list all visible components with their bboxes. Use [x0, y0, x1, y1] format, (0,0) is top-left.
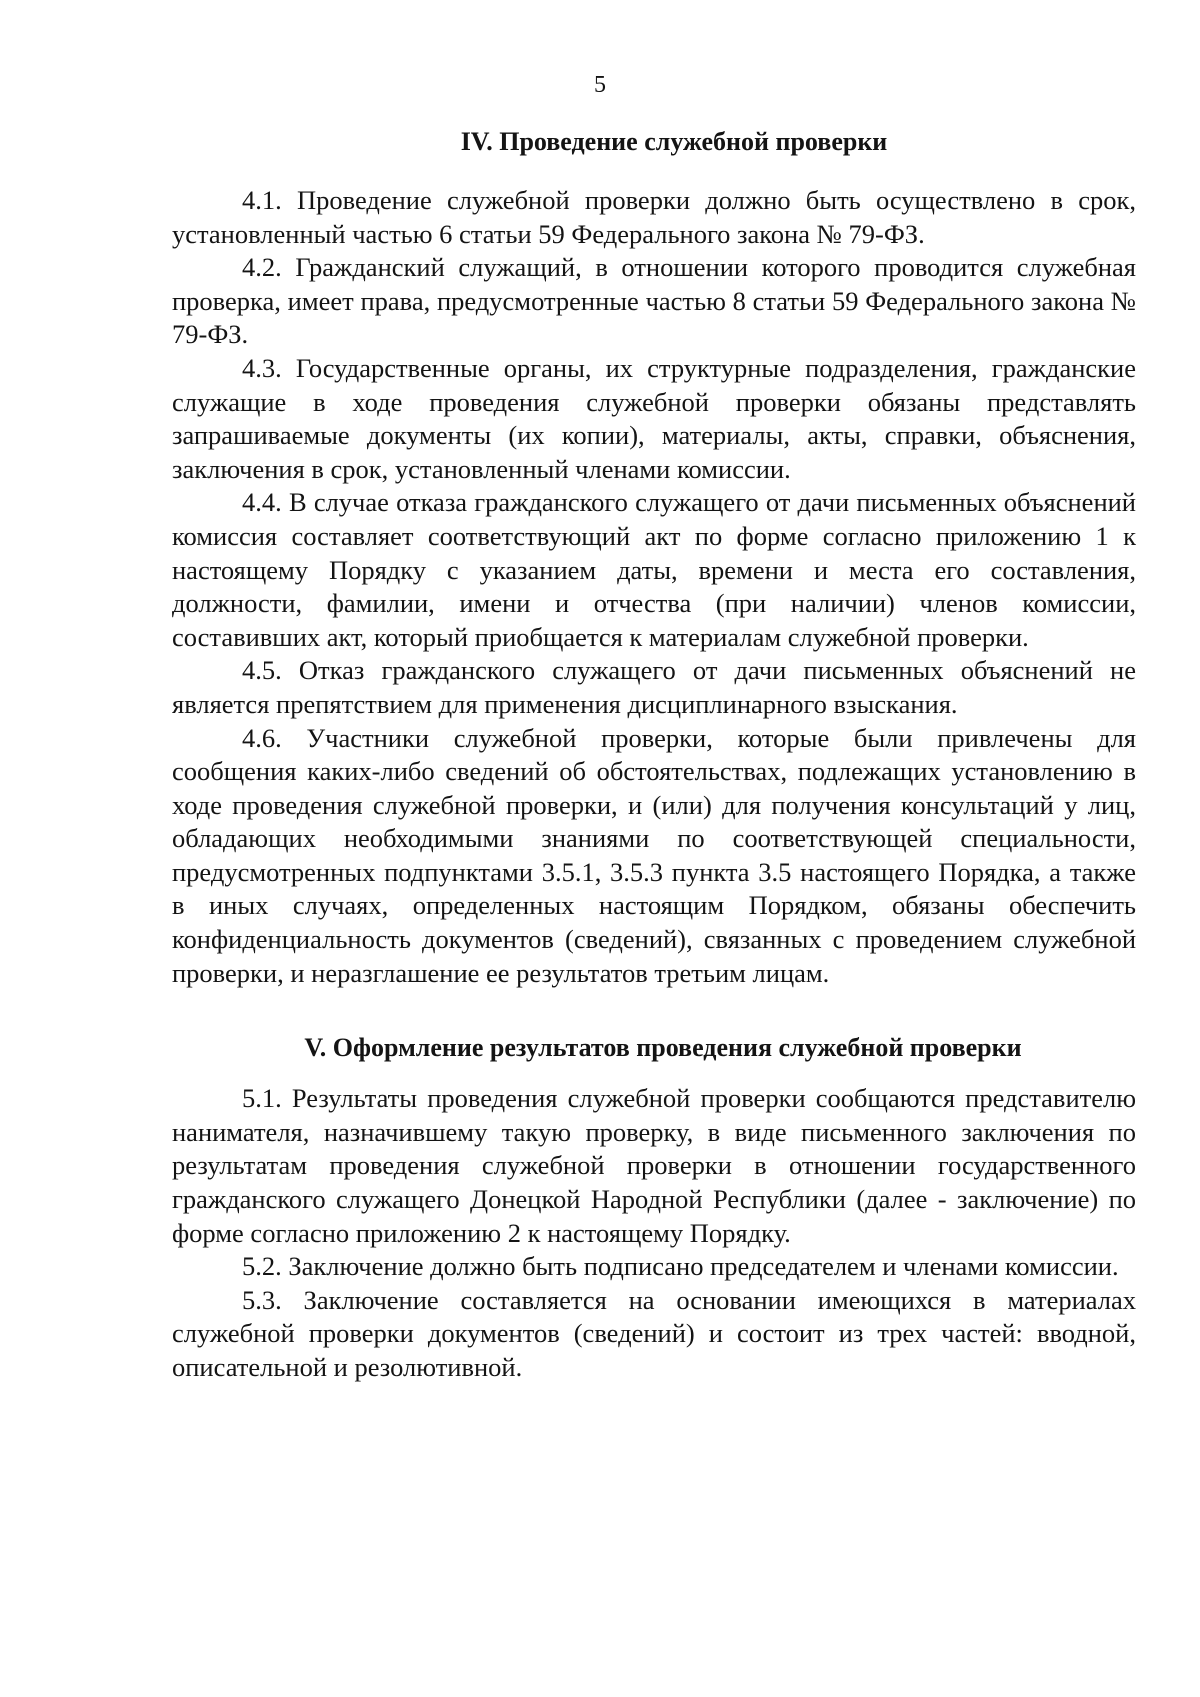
section-iv [172, 124, 1136, 990]
paragraph-4-3: 4.3. Государственные органы, их структурные подразделения, гражданские служащие в ходе проведения служебной проверки обязаны представлять запрашиваемые документы (их копии), материалы, акты, справки, объяснения, заключения в срок, установленный членами комиссии. [172, 352, 1136, 484]
page-number: 5 [594, 72, 606, 98]
paragraph-5-3: 5.3. Заключение составляется на основании имеющихся в материалах служебной проверки документов (сведений) и состоит из трех частей: вводной, описательной и резолютивной. [172, 1284, 1136, 1382]
paragraph-4-4: 4.4. В случае отказа гражданского служащего от дачи письменных объяснений комиссия составляет соответствующий акт по форме согласно приложению 1 к настоящему Порядку с указанием даты, времени и места его составления, должности, фамилии, имени и отчества (при наличии) членов комиссии, составивших акт, который приобщается к материалам служебной проверки. [172, 487, 1136, 652]
paragraph-4-2: 4.2. Гражданский служащий, в отношении которого проводится служебная проверка, имеет права, предусмотренные частью 8 статьи 59 Федерального закона № 79-ФЗ. [172, 252, 1136, 350]
paragraph-4-6: 4.6. Участники служебной проверки, которые были привлечены для сообщения каких-либо сведений об обстоятельствах, подлежащих установлению в ходе проведения служебной проверки, и (или) для получения консультаций у лиц, обладающих необходимыми знаниями по соответствующей специальности, предусмотренных подпунктами 3.5.1, 3.5.3 пункта 3.5 настоящего Порядка, а также в иных случаях, определенных настоящим Порядком, обязаны обеспечить конфиденциальность документов (сведений), связанных с проведением служебной проверки, и неразглашение ее результатов третьим лицам. [172, 722, 1136, 988]
paragraph-4-5: 4.5. Отказ гражданского служащего от дачи письменных объяснений не является препятствием для применения дисциплинарного взыскания. [172, 655, 1136, 719]
paragraph-4-1: 4.1. Проведение служебной проверки должно быть осуществлено в срок, установленный частью 6 статьи 59 Федерального закона № 79-ФЗ. [172, 185, 1136, 249]
paragraph-5-1: 5.1. Результаты проведения служебной проверки сообщаются представителю нанимателя, назначившему такую проверку, в виде письменного заключения по результатам проведения служебной проверки в отношении государственного гражданского служащего Донецкой Народной Республики (далее - заключение) по форме согласно приложению 2 к настоящему Порядку. [172, 1083, 1136, 1248]
document-body [172, 124, 1136, 1385]
section-v [172, 1030, 1136, 1384]
section-title: IV. Проведение служебной проверки [460, 127, 888, 156]
section-title: V. Оформление результатов проведения служебной проверки [304, 1033, 1022, 1063]
paragraph-5-2: 5.2. Заключение должно быть подписано председателем и членами комиссии. [242, 1251, 1119, 1282]
